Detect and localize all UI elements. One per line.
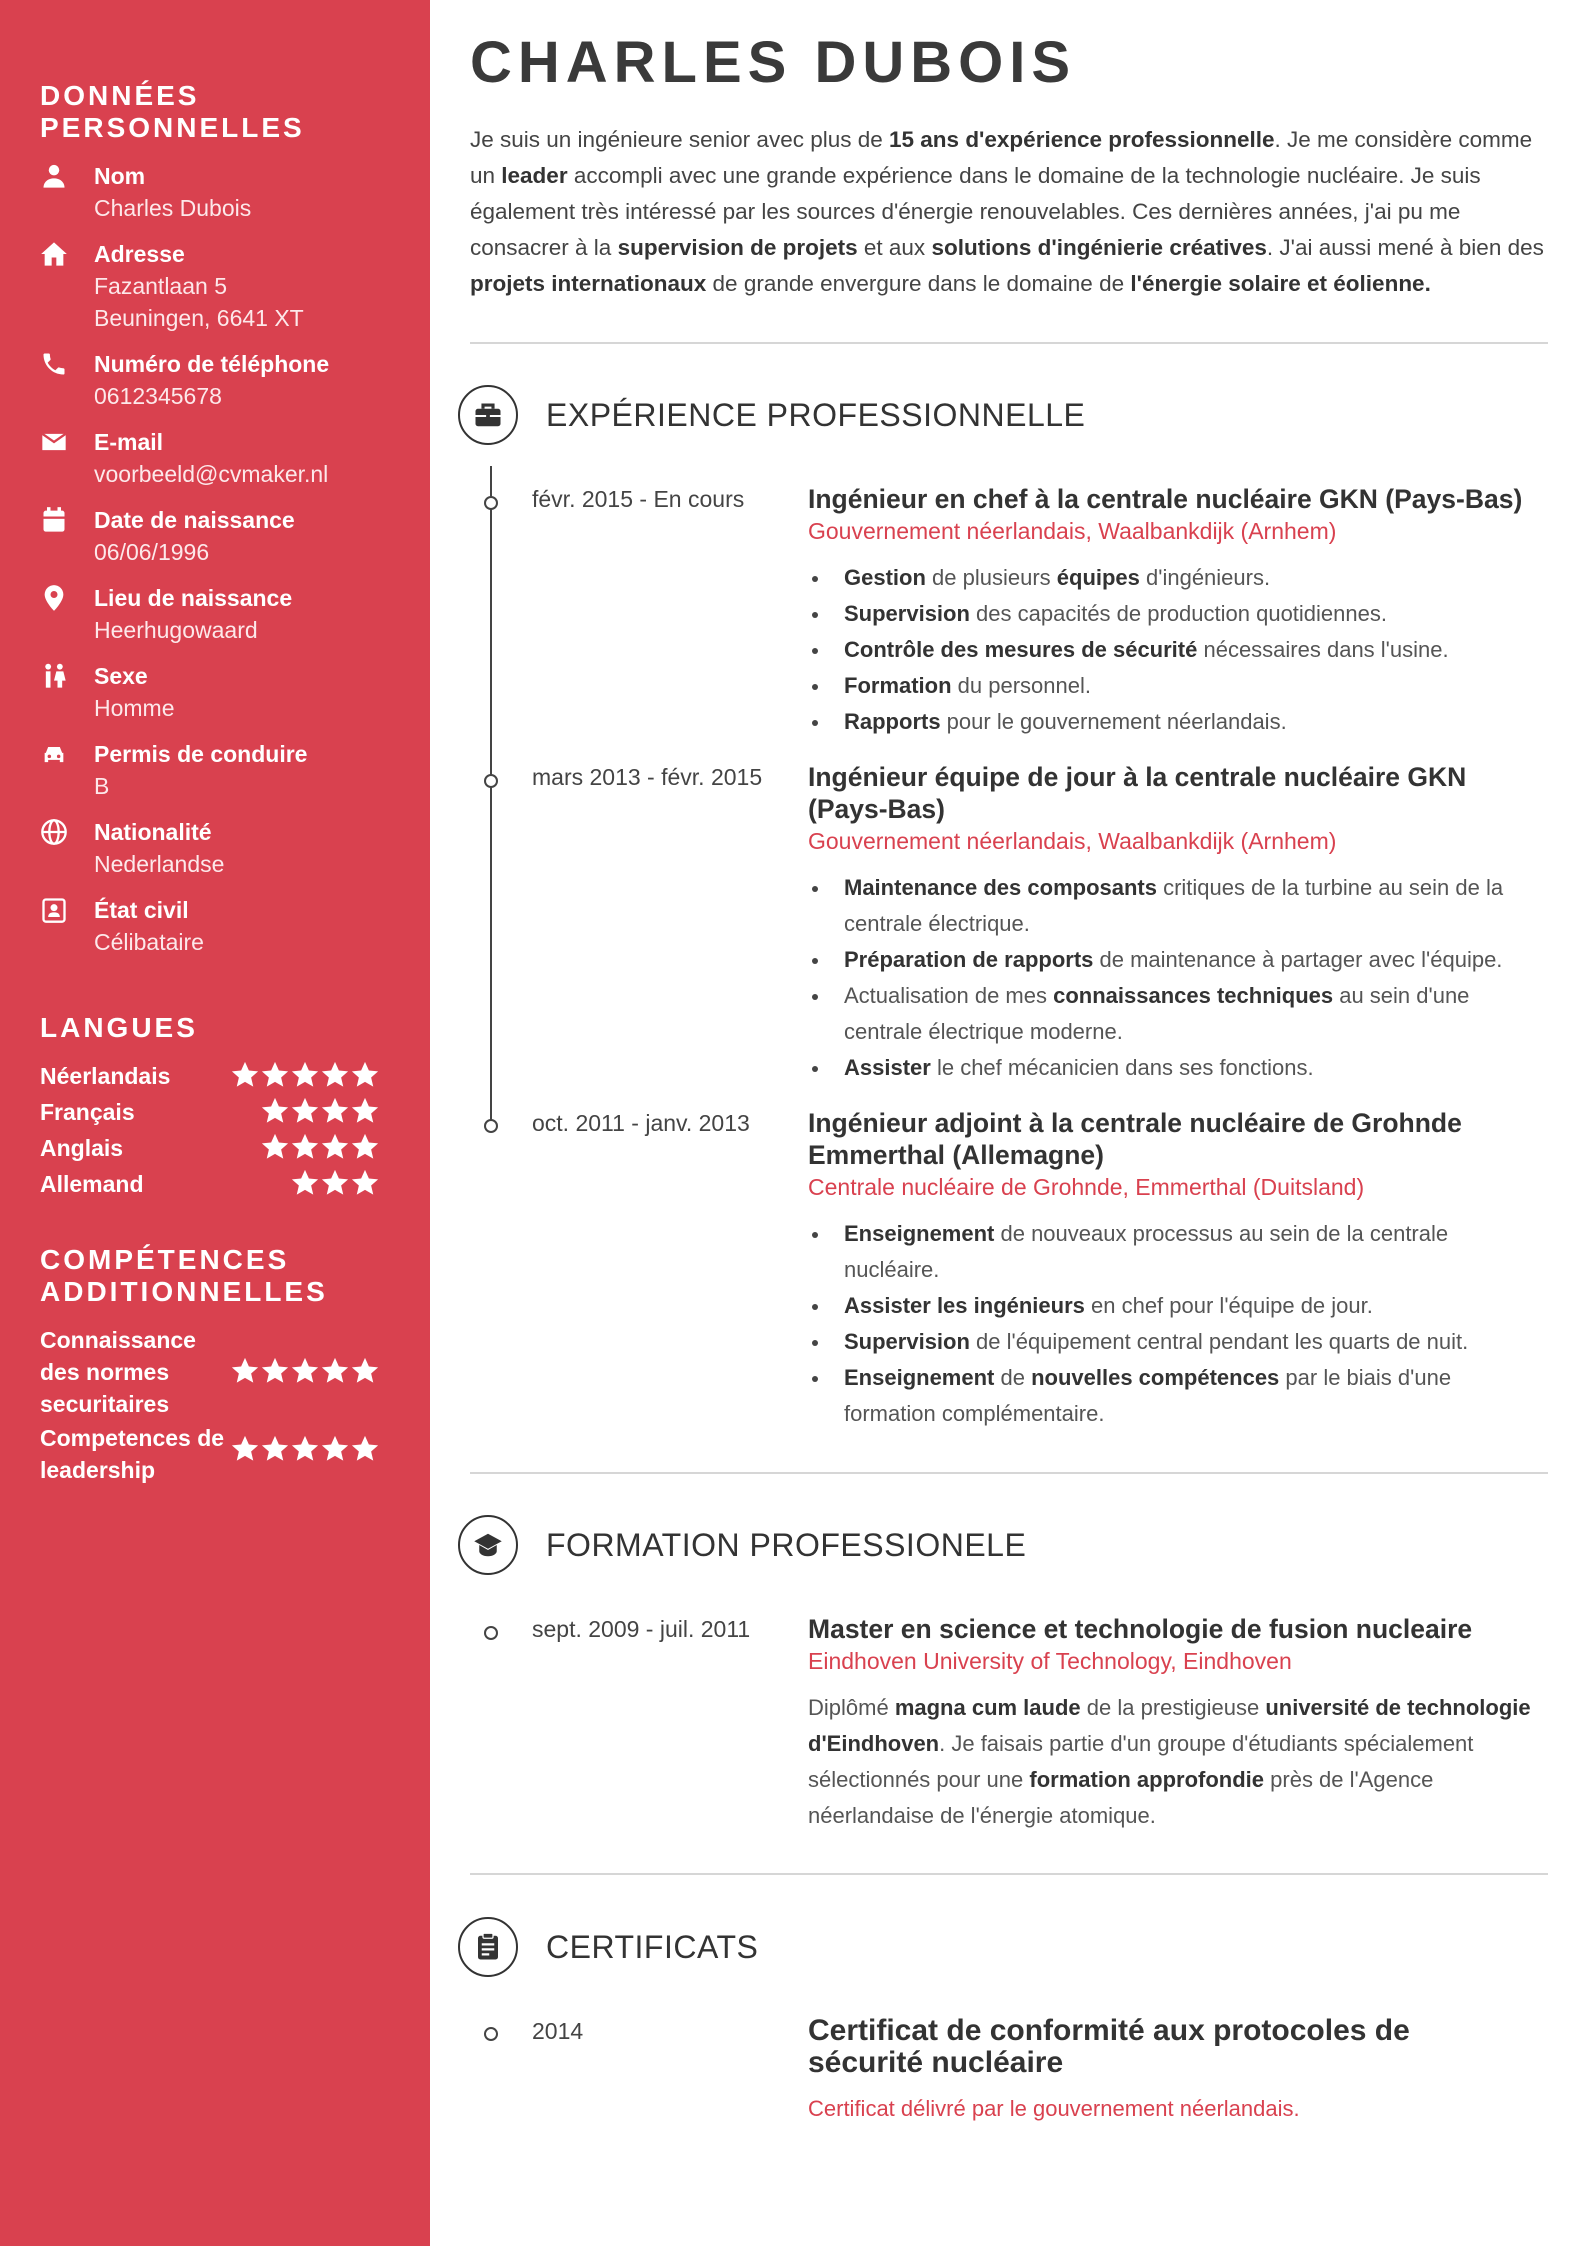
personal-label: Permis de conduire bbox=[94, 741, 308, 767]
star-icon bbox=[320, 1356, 350, 1386]
star-icon bbox=[320, 1168, 350, 1198]
bullet-item bbox=[808, 632, 1548, 668]
experience-date: mars 2013 - févr. 2015 bbox=[532, 764, 763, 790]
language-name: Français bbox=[40, 1099, 135, 1125]
rating-stars bbox=[260, 1096, 380, 1126]
star-icon bbox=[230, 1434, 260, 1464]
bullet-item bbox=[808, 596, 1548, 632]
star-icon bbox=[230, 1060, 260, 1090]
experience-org: Centrale nucléaire de Grohnde, Emmerthal (Duitsland) bbox=[808, 1174, 1365, 1200]
education-heading: FORMATION PROFESSIONELE bbox=[546, 1527, 1027, 1563]
language-row bbox=[40, 1060, 380, 1092]
timeline-dot bbox=[484, 1626, 498, 1640]
rating-stars bbox=[290, 1168, 380, 1198]
text: en chef pour l'équipe de jour. bbox=[1084, 1293, 1373, 1318]
star-icon bbox=[260, 1356, 290, 1386]
bold-text: Enseignement bbox=[844, 1365, 995, 1390]
experience-title: Ingénieur adjoint à la centrale nucléaire de Grohnde Emmerthal (Allemagne) bbox=[808, 1108, 1462, 1170]
experience-bullets bbox=[808, 1216, 1548, 1432]
text: de l'équipement central pendant les quarts de nuit. bbox=[969, 1329, 1469, 1354]
bullet-item bbox=[808, 1288, 1548, 1324]
personal-value: Célibataire bbox=[94, 929, 204, 955]
phone-icon bbox=[40, 350, 68, 378]
star-icon bbox=[260, 1434, 290, 1464]
star-icon bbox=[350, 1060, 380, 1090]
star-icon bbox=[350, 1132, 380, 1162]
star-icon bbox=[290, 1096, 320, 1126]
bold-text: Rapports bbox=[844, 709, 941, 734]
bullet-item bbox=[808, 1360, 1548, 1432]
experience-title: Ingénieur équipe de jour à la centrale nucléaire GKN (Pays-Bas) bbox=[808, 762, 1467, 824]
bold-text: Supervision bbox=[844, 601, 970, 626]
star-icon bbox=[320, 1132, 350, 1162]
bold-text: connaissances techniques bbox=[1053, 983, 1334, 1008]
experience-bullets bbox=[808, 560, 1548, 740]
bold-text: leader bbox=[501, 163, 568, 188]
graduation-cap-icon bbox=[458, 1515, 518, 1575]
skills-heading: COMPÉTENCES ADDITIONNELLES bbox=[40, 1244, 328, 1307]
personal-label: Lieu de naissance bbox=[94, 585, 293, 611]
divider bbox=[470, 342, 1548, 344]
personal-value: Homme bbox=[94, 695, 175, 721]
experience-title: Ingénieur en chef à la centrale nucléaire GKN (Pays-Bas) bbox=[808, 484, 1523, 514]
star-icon bbox=[320, 1434, 350, 1464]
bold-text: 15 ans d'expérience professionnelle bbox=[889, 127, 1275, 152]
mail-icon bbox=[40, 428, 68, 456]
personal-label: Date de naissance bbox=[94, 507, 295, 533]
experience-date: oct. 2011 - janv. 2013 bbox=[532, 1110, 750, 1136]
bold-text: l'énergie solaire et éolienne. bbox=[1130, 271, 1431, 296]
certificates-heading: CERTIFICATS bbox=[546, 1929, 759, 1965]
personal-value: 0612345678 bbox=[94, 383, 222, 409]
bold-text: Assister bbox=[844, 1055, 931, 1080]
briefcase-icon bbox=[458, 385, 518, 445]
experience-heading: EXPÉRIENCE PROFESSIONNELLE bbox=[546, 397, 1086, 433]
text: critiques de la turbine au sein de la centrale électrique. bbox=[844, 875, 1504, 936]
text: accompli avec une grande expérience dans le domaine de la technologie nucléaire. Je suis également très intéressé par les sources d'énergie renouvelables. Ces dernières années, j'ai pu me consacrer à la bbox=[470, 163, 1481, 260]
text: au sein d'une centrale électrique moderne. bbox=[844, 983, 1470, 1044]
location-pin-icon bbox=[40, 584, 68, 612]
timeline-dot bbox=[484, 2027, 498, 2041]
rating-stars bbox=[260, 1132, 380, 1162]
personal-value: Nederlandse bbox=[94, 851, 225, 877]
page-title: CHARLES DUBOIS bbox=[470, 30, 1077, 95]
personal-label: Adresse bbox=[94, 241, 185, 267]
timeline-dot bbox=[484, 496, 498, 510]
language-name: Allemand bbox=[40, 1171, 144, 1197]
clipboard-icon bbox=[458, 1917, 518, 1977]
text: Je suis un ingénieure senior avec plus de bbox=[470, 127, 890, 152]
timeline-dot bbox=[484, 1119, 498, 1133]
personal-value: Heerhugowaard bbox=[94, 617, 258, 643]
bold-text: Gestion bbox=[844, 565, 926, 590]
language-row bbox=[40, 1132, 380, 1164]
bold-text: Préparation de rapports bbox=[844, 947, 1094, 972]
bold-text: formation approfondie bbox=[1029, 1767, 1265, 1792]
experience-date: févr. 2015 - En cours bbox=[532, 486, 745, 512]
education-date: sept. 2009 - juil. 2011 bbox=[532, 1616, 751, 1642]
certificate-date: 2014 bbox=[532, 2018, 584, 2044]
star-icon bbox=[230, 1356, 260, 1386]
text: près de l'Agence néerlandaise de l'énergie atomique. bbox=[808, 1767, 1434, 1828]
calendar-icon bbox=[40, 506, 68, 534]
certificate-issuer: Certificat délivré par le gouvernement néerlandais. bbox=[808, 2096, 1300, 2121]
text: nécessaires dans l'usine. bbox=[1197, 637, 1449, 662]
skill-name: Competences de leadership bbox=[40, 1425, 225, 1483]
star-icon bbox=[290, 1168, 320, 1198]
personal-data-heading: DONNÉES PERSONNELLES bbox=[40, 80, 305, 143]
personal-value: voorbeeld@cvmaker.nl bbox=[94, 461, 329, 487]
text: le chef mécanicien dans ses fonctions. bbox=[930, 1055, 1314, 1080]
bold-text: projets internationaux bbox=[470, 271, 707, 296]
gender-icon bbox=[40, 662, 68, 690]
sidebar bbox=[0, 0, 430, 2246]
star-icon bbox=[260, 1060, 290, 1090]
star-icon bbox=[260, 1096, 290, 1126]
education-description bbox=[808, 1690, 1538, 1834]
bullet-item bbox=[808, 560, 1548, 596]
text: d'ingénieurs. bbox=[1139, 565, 1271, 590]
languages-heading: LANGUES bbox=[40, 1012, 198, 1043]
language-row bbox=[40, 1096, 380, 1128]
bold-text: nouvelles compétences bbox=[1031, 1365, 1280, 1390]
text: . Je faisais partie d'un groupe d'étudiants spécialement sélectionnés pour une bbox=[808, 1731, 1474, 1792]
certificate-title: Certificat de conformité aux protocoles de sécurité nucléaire bbox=[808, 2014, 1410, 2079]
text: par le biais d'une formation complémentaire. bbox=[844, 1365, 1452, 1426]
globe-icon bbox=[40, 818, 68, 846]
rating-stars bbox=[230, 1060, 380, 1090]
bold-text: magna cum laude bbox=[894, 1695, 1081, 1720]
skill-row bbox=[40, 1324, 380, 1420]
bold-text: solutions d'ingénierie créatives bbox=[931, 235, 1267, 260]
text: de plusieurs bbox=[925, 565, 1057, 590]
personal-value: 06/06/1996 bbox=[94, 539, 210, 565]
divider bbox=[470, 1472, 1548, 1474]
language-row bbox=[40, 1168, 380, 1200]
text: de nouveaux processus au sein de la centrale nucléaire. bbox=[844, 1221, 1449, 1282]
bullet-item bbox=[808, 942, 1548, 978]
bold-text: Contrôle des mesures de sécurité bbox=[844, 637, 1198, 662]
divider bbox=[470, 1873, 1548, 1875]
timeline-dot bbox=[484, 774, 498, 788]
star-icon bbox=[290, 1132, 320, 1162]
personal-label: État civil bbox=[94, 897, 189, 923]
text: . Je me considère comme un bbox=[470, 127, 1533, 188]
text: du personnel. bbox=[951, 673, 1091, 698]
rating-stars bbox=[230, 1356, 380, 1386]
personal-value: Charles Dubois bbox=[94, 195, 252, 221]
personal-label: E-mail bbox=[94, 429, 164, 455]
bold-text: université de technologie d'Eindhoven bbox=[808, 1695, 1531, 1756]
car-icon bbox=[40, 740, 68, 768]
star-icon bbox=[350, 1096, 380, 1126]
text: des capacités de production quotidiennes. bbox=[969, 601, 1387, 626]
id-badge-icon bbox=[40, 896, 68, 924]
text: et aux bbox=[857, 235, 932, 260]
bullet-item bbox=[808, 704, 1548, 740]
experience-org: Gouvernement néerlandais, Waalbankdijk (Arnhem) bbox=[808, 828, 1337, 854]
rating-stars bbox=[230, 1434, 380, 1464]
text: Diplômé bbox=[808, 1695, 895, 1720]
bullet-item bbox=[808, 1324, 1548, 1360]
intro-paragraph bbox=[470, 122, 1550, 302]
bold-text: Supervision bbox=[844, 1329, 970, 1354]
person-icon bbox=[40, 162, 68, 190]
bold-text: Assister les ingénieurs bbox=[844, 1293, 1085, 1318]
bold-text: supervision de projets bbox=[617, 235, 858, 260]
star-icon bbox=[260, 1132, 290, 1162]
star-icon bbox=[350, 1356, 380, 1386]
personal-label: Nationalité bbox=[94, 819, 212, 845]
skill-name: Connaissance des normes securitaires bbox=[40, 1327, 196, 1417]
personal-value: Fazantlaan 5 Beuningen, 6641 XT bbox=[94, 273, 304, 331]
bold-text: équipes bbox=[1056, 565, 1140, 590]
text: Actualisation de mes bbox=[844, 983, 1054, 1008]
star-icon bbox=[320, 1096, 350, 1126]
star-icon bbox=[290, 1434, 320, 1464]
bullet-item bbox=[808, 870, 1548, 942]
bold-text: Formation bbox=[844, 673, 952, 698]
bullet-item bbox=[808, 1216, 1548, 1288]
experience-timeline bbox=[490, 466, 492, 1126]
bold-text: Enseignement bbox=[844, 1221, 995, 1246]
text: de bbox=[994, 1365, 1032, 1390]
text: de maintenance à partager avec l'équipe. bbox=[1093, 947, 1503, 972]
bullet-item bbox=[808, 1050, 1548, 1086]
experience-org: Gouvernement néerlandais, Waalbankdijk (Arnhem) bbox=[808, 518, 1337, 544]
text: de la prestigieuse bbox=[1080, 1695, 1266, 1720]
education-org: Eindhoven University of Technology, Eindhoven bbox=[808, 1648, 1292, 1674]
personal-label: Nom bbox=[94, 163, 146, 189]
bullet-item bbox=[808, 978, 1548, 1050]
language-name: Anglais bbox=[40, 1135, 124, 1161]
personal-label: Numéro de téléphone bbox=[94, 351, 330, 377]
skill-row bbox=[40, 1422, 380, 1518]
star-icon bbox=[290, 1356, 320, 1386]
education-title: Master en science et technologie de fusion nucleaire bbox=[808, 1614, 1473, 1644]
language-name: Néerlandais bbox=[40, 1063, 171, 1089]
star-icon bbox=[350, 1434, 380, 1464]
experience-bullets bbox=[808, 870, 1548, 1086]
star-icon bbox=[290, 1060, 320, 1090]
text: de grande envergure dans le domaine de bbox=[706, 271, 1131, 296]
personal-value: B bbox=[94, 773, 110, 799]
text: . J'ai aussi mené à bien des bbox=[1266, 235, 1544, 260]
text: pour le gouvernement néerlandais. bbox=[940, 709, 1287, 734]
star-icon bbox=[320, 1060, 350, 1090]
bold-text: Maintenance des composants bbox=[844, 875, 1157, 900]
star-icon bbox=[350, 1168, 380, 1198]
personal-label: Sexe bbox=[94, 663, 148, 689]
bullet-item bbox=[808, 668, 1548, 704]
home-icon bbox=[40, 240, 68, 268]
